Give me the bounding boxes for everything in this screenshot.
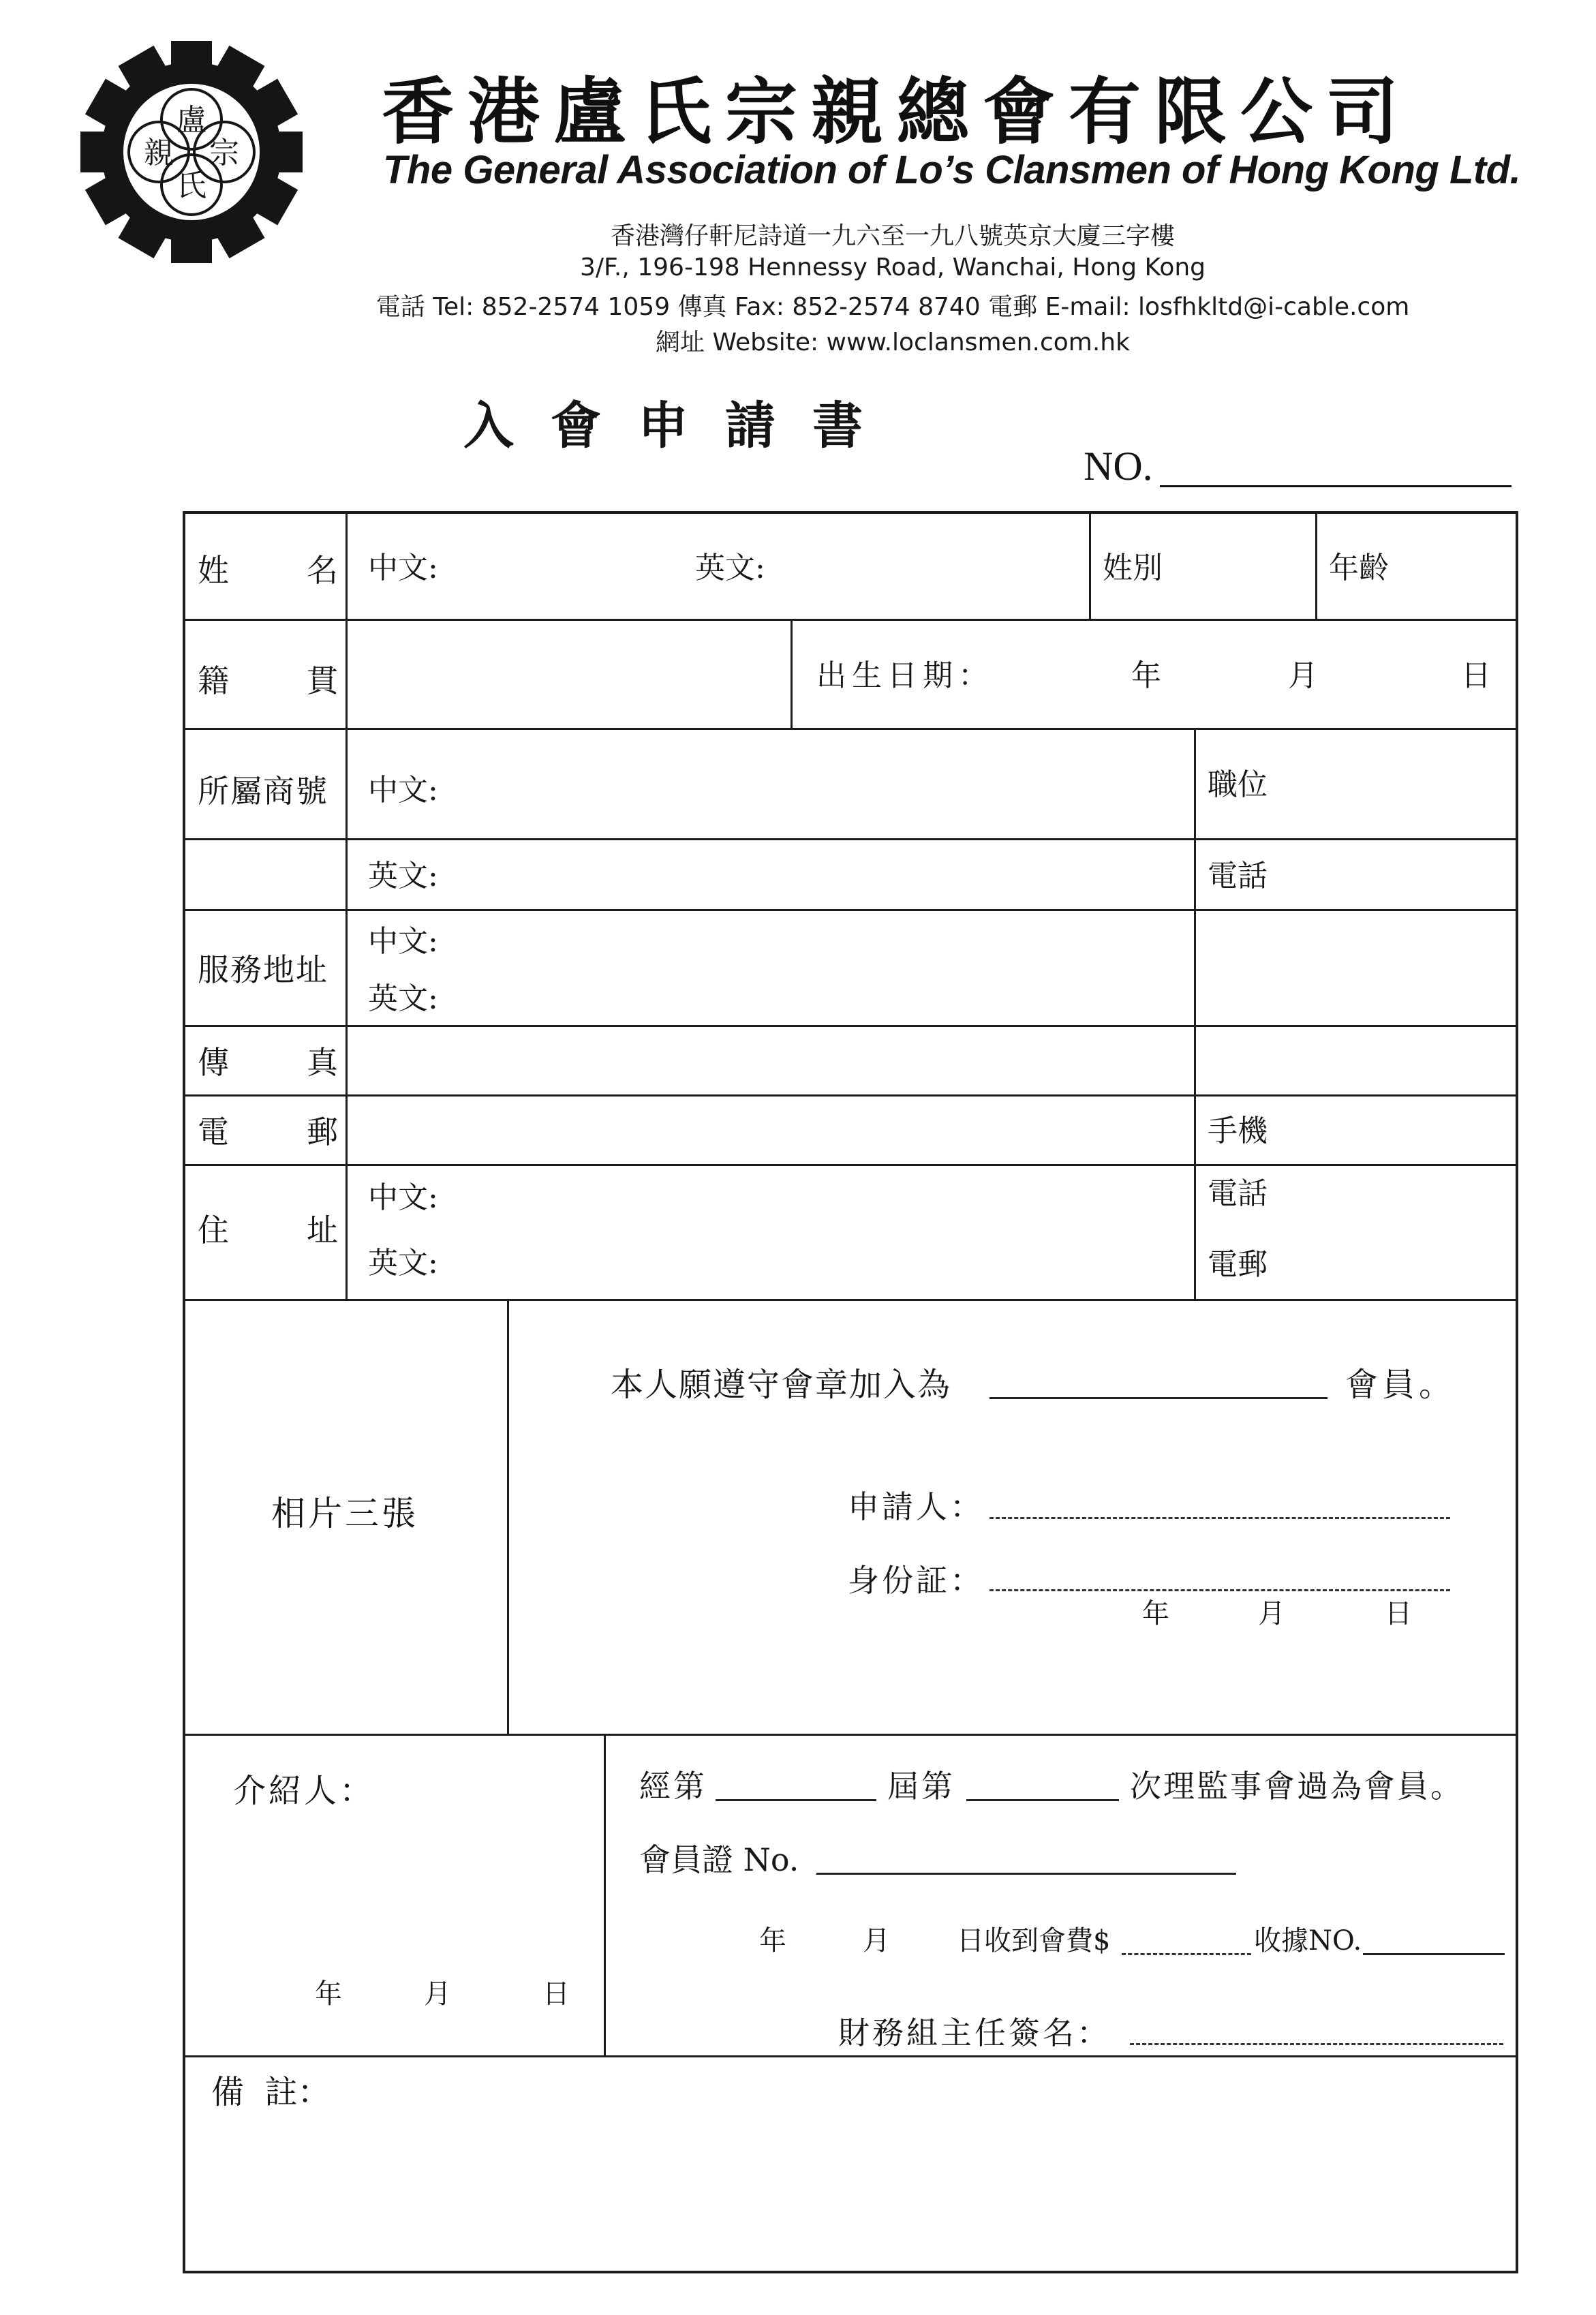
email-label: 電 郵 <box>198 1114 338 1150</box>
company-chinese-label: 中文: <box>368 773 438 808</box>
rule <box>183 1734 1518 1736</box>
mobile-label: 手機 <box>1208 1114 1268 1148</box>
rule <box>604 1734 606 2055</box>
residence-label: 住 址 <box>198 1212 338 1248</box>
declaration-statement: 本人願遵守會章加入為 <box>611 1366 952 1404</box>
id-card-line[interactable] <box>989 1589 1450 1591</box>
receipt-number-line[interactable] <box>1363 1953 1505 1955</box>
declaration-day-label: 日 <box>1385 1598 1412 1629</box>
fax-label: 傳 真 <box>198 1044 338 1081</box>
rule <box>1315 511 1317 619</box>
form-number-line <box>1160 485 1511 487</box>
office-address-chinese-label: 中文: <box>368 924 438 959</box>
fee-received-label: 日收到會費$ <box>957 1925 1111 1957</box>
rule <box>346 511 348 1299</box>
residence-chinese-label: 中文: <box>368 1180 438 1215</box>
applicant-label: 申請人： <box>848 1488 984 1525</box>
rule <box>183 1299 1518 1301</box>
sex-label: 姓別 <box>1103 551 1163 585</box>
rule <box>183 619 1518 621</box>
id-card-label: 身份証： <box>848 1562 984 1599</box>
member-card-label: 會員證 No. <box>639 1841 799 1878</box>
logo-char-top: 盧 <box>177 103 206 138</box>
introducer-month-label: 月 <box>424 1978 451 2010</box>
form-number-label: NO. <box>1084 444 1153 489</box>
company-english-label: 英文: <box>368 859 438 893</box>
name-chinese-label: 中文: <box>368 551 438 585</box>
rule <box>183 1094 1518 1097</box>
session-number-line[interactable] <box>716 1799 876 1801</box>
rule <box>183 1164 1518 1166</box>
finance-signature-line[interactable] <box>1130 2043 1503 2045</box>
age-label: 年齡 <box>1329 551 1389 585</box>
rule <box>183 728 1518 730</box>
rule <box>183 909 1518 911</box>
introducer-label: 介紹人： <box>233 1772 375 1810</box>
office-address-english-label: 英文: <box>368 981 438 1016</box>
position-label: 職位 <box>1208 767 1268 802</box>
form-title: 入會申請書 <box>463 397 900 455</box>
association-logo <box>80 41 303 263</box>
office-address-label: 服務地址 <box>198 951 328 988</box>
dob-day-label: 日 <box>1461 658 1491 693</box>
via-session-label: 經第 <box>639 1768 707 1805</box>
receipt-number-label: 收據NO. <box>1254 1925 1362 1957</box>
rule <box>1194 728 1196 1299</box>
organization-name-chinese: 香港盧氏宗親總會有限公司 <box>382 69 1412 154</box>
rule <box>791 619 793 728</box>
address-chinese: 香港灣仔軒尼詩道一九六至一九八號英京大廈三字樓 <box>610 222 1175 250</box>
contact-line: 電話 Tel: 852-2574 1059 傳真 Fax: 852-2574 8740 電郵 E-mail: losfhkltd@i-cable.com <box>375 293 1410 321</box>
dob-month-label: 月 <box>1288 658 1318 693</box>
receipt-month-label: 月 <box>863 1925 890 1957</box>
declaration-year-label: 年 <box>1142 1598 1169 1629</box>
date-of-birth-label: 出生日期： <box>816 658 994 693</box>
logo-char-bottom: 氏 <box>177 168 206 203</box>
name-label: 姓 名 <box>198 552 338 589</box>
logo-char-left: 親 <box>144 136 174 170</box>
member-card-line[interactable] <box>816 1873 1236 1875</box>
meeting-approval-label: 次理監事會過為會員。 <box>1130 1768 1464 1805</box>
fee-amount-line[interactable] <box>1122 1953 1251 1955</box>
meeting-number-line[interactable] <box>966 1799 1119 1801</box>
introducer-year-label: 年 <box>315 1978 342 2010</box>
introducer-day-label: 日 <box>542 1978 570 2010</box>
rule <box>183 2055 1518 2057</box>
residence-phone-label: 電話 <box>1208 1176 1268 1211</box>
remarks-label: 備 註： <box>211 2073 331 2111</box>
name-english-label: 英文: <box>695 551 765 585</box>
rule <box>507 1299 509 1734</box>
photos-label: 相片三張 <box>271 1494 418 1533</box>
organization-name-english: The General Association of Lo’s Clansmen of Hong Kong Ltd. <box>383 148 1521 192</box>
company-phone-label: 電話 <box>1208 859 1268 893</box>
receipt-year-label: 年 <box>759 1925 786 1957</box>
applicant-signature-line[interactable] <box>989 1517 1450 1519</box>
website-line: 網址 Website: www.loclansmen.com.hk <box>656 328 1130 356</box>
dob-year-label: 年 <box>1131 658 1161 693</box>
residence-email-label: 電郵 <box>1208 1247 1268 1282</box>
declaration-suffix: 會員。 <box>1345 1366 1456 1404</box>
rule <box>183 838 1518 840</box>
session-label: 屆第 <box>887 1768 955 1805</box>
rule <box>183 1025 1518 1027</box>
address-english: 3/F., 196-198 Hennessy Road, Wanchai, Hong Kong <box>579 254 1206 281</box>
declaration-month-label: 月 <box>1258 1598 1285 1629</box>
membership-type-line[interactable] <box>989 1397 1328 1399</box>
rule <box>1089 511 1091 619</box>
logo-char-right: 宗 <box>209 136 239 170</box>
form-number-field[interactable] <box>1084 443 1520 493</box>
residence-english-label: 英文: <box>368 1246 438 1281</box>
native-place-label: 籍 貫 <box>198 662 338 699</box>
company-label: 所屬商號 <box>198 773 328 810</box>
finance-signature-label: 財務組主任簽名： <box>838 2014 1111 2051</box>
